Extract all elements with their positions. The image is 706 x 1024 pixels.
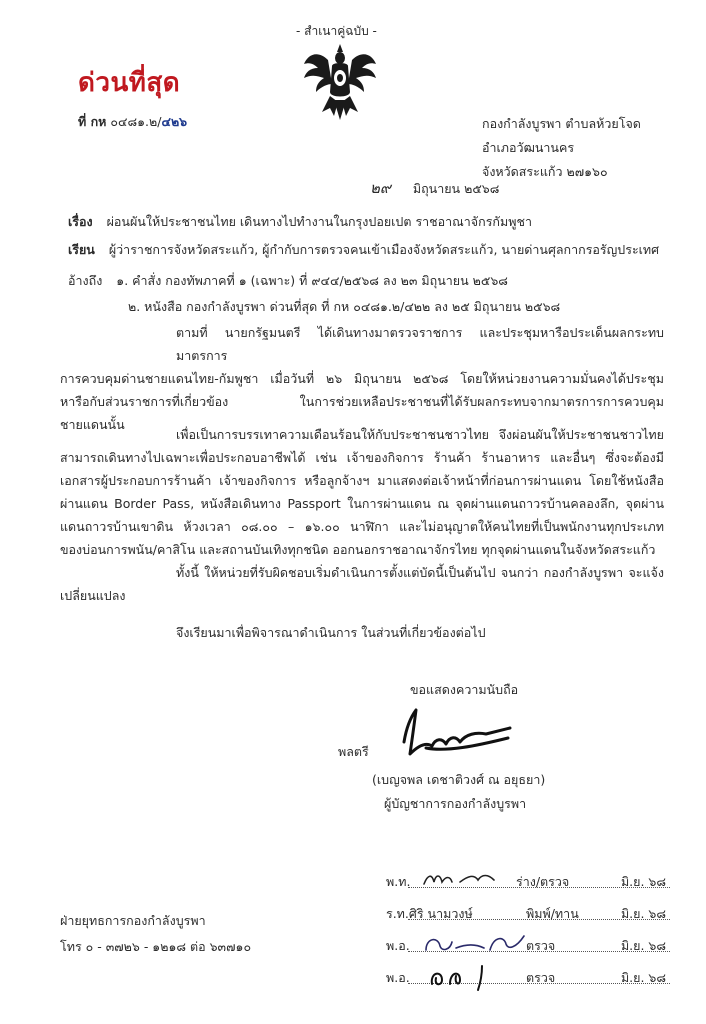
doc-number-label: ที่ กห (78, 114, 107, 129)
document-number (78, 112, 187, 132)
signer-position: ผู้บัญชาการกองกำลังบูรพา (384, 796, 527, 811)
department-phone: โทร ๐ - ๓๗๒๖ - ๑๒๑๘ ต่อ ๖๓๗๑๐ (60, 939, 252, 954)
initial-row (378, 936, 670, 956)
initial-name: ร.ท.ศิริ นามวงษ์ (386, 906, 473, 921)
date-day-handwritten: ๒๙ (370, 179, 391, 197)
sender-district: อำเภอวัฒนานคร (482, 140, 575, 155)
initial-signature-icon (420, 962, 512, 992)
urgency-label: ด่วนที่สุด (78, 68, 181, 98)
signer-name: (เบญจพล เดชาติวงศ์ ณ อยุธยา) (372, 772, 546, 787)
initial-row (378, 904, 670, 924)
to-text: ผู้ว่าราชการจังหวัดสระแก้ว, ผู้กำกับการตรวจคนเข้าเมืองจังหวัดสระแก้ว, นายด่านศุลกากรอรัญประเทศ (108, 242, 660, 257)
initial-row (378, 872, 670, 892)
paragraph-3 (60, 561, 664, 607)
sender-org: กองกำลังบูรพา ตำบลห้วยโจด (482, 116, 641, 131)
initial-role: พิมพ์/ทาน (526, 906, 579, 921)
para3-line: ทั้งนี้ ให้หน่วยที่รับผิดชอบเริ่มดำเนินการตั้งแต่บัดนี้เป็นต้นไป จนกว่า กองกำลังบูรพา จะแจ้ง (176, 565, 664, 580)
paragraph-1 (60, 321, 664, 436)
initial-date: มิ.ย. ๖๘ (620, 874, 666, 889)
sender-province: จังหวัดสระแก้ว ๒๗๑๖๐ (482, 164, 608, 179)
doc-number-handwritten: ๔๒๖ (161, 114, 188, 129)
initial-date: มิ.ย. ๖๘ (620, 970, 666, 985)
paragraph-4: จึงเรียนมาเพื่อพิจารณาดำเนินการ ในส่วนที่เกี่ยวข้องต่อไป (176, 625, 486, 640)
para1-line: หารือกับส่วนราชการที่เกี่ยวข้อง ในการช่วยเหลือประชาชนที่ได้รับผลกระทบจากมาตรการการควบคุม (60, 394, 664, 409)
garuda-emblem-icon (300, 40, 380, 122)
subject-text: ผ่อนผันให้ประชาชนไทย เดินทางไปทำงานในกรุงปอยเปต ราชอาณาจักรกัมพูชา (106, 214, 532, 229)
para1-line: ชายแดนนั้น (60, 417, 125, 432)
paragraph-2 (60, 423, 664, 561)
para3-line: เปลี่ยนแปลง (60, 588, 126, 603)
initial-signature-icon (420, 866, 512, 892)
reference-1: ๑. คำสั่ง กองทัพภาคที่ ๑ (เฉพาะ) ที่ ๙๔๔/๒๕๖๘ ลง ๒๓ มิถุนายน ๒๕๖๘ (116, 273, 508, 288)
para1-line: ตามที่ นายกรัฐมนตรี ได้เดินทางมาตรวจราชการ และประชุมหารือประเด็นผลกระทบมาตรการ (176, 325, 664, 363)
initial-signature-icon (420, 930, 530, 958)
initial-date: มิ.ย. ๖๘ (620, 906, 666, 921)
reference-line-1 (68, 271, 508, 291)
reference-2: ๒. หนังสือ กองกำลังบูรพา ด่วนที่สุด ที่ กห ๐๔๘๑.๒/๔๒๒ ลง ๒๕ มิถุนายน ๒๕๖๘ (128, 299, 561, 314)
initial-role: ร่าง/ตรวจ (516, 874, 570, 889)
para2-line: แดนถาวรบ้านเขาดิน ห้วงเวลา ๐๘.๐๐ – ๑๖.๐๐ นาฬิกา และไม่อนุญาตให้คนไทยที่เป็นพนักงานทุกประเภท (60, 519, 664, 534)
ref-label: อ้างถึง (68, 273, 103, 288)
sender-address (482, 112, 641, 184)
para1-line: การควบคุมด่านชายแดนไทย-กัมพูชา เมื่อวันที่ ๒๖ มิถุนายน ๒๕๖๘ โดยให้หน่วยงานความมั่นคงได้ประชุม (60, 371, 664, 386)
closing: ขอแสดงความนับถือ (410, 682, 519, 697)
subject-line (68, 212, 532, 232)
initial-role: ตรวจ (526, 938, 556, 953)
para2-line: ของบ่อนการพนัน/คาสิโน และสถานบันเทิงทุกชนิด ออกนอกราชอาณาจักรไทย ทุกจุดผ่านแดนในจังหวัดสระแก้ว (60, 542, 656, 557)
initial-row (378, 968, 670, 988)
to-label: เรียน (68, 242, 95, 257)
addressee-line (68, 240, 659, 260)
initial-rank: พ.ท. (386, 874, 411, 889)
commander-signature-icon (396, 702, 516, 764)
document-date (370, 176, 499, 200)
doc-number-main: ๐๔๘๑.๒/ (110, 114, 162, 129)
signer-rank: พลตรี (338, 744, 369, 759)
para2-line: ผ่านแดน Border Pass, หนังสือเดินทาง Passport ในการผ่านแดน ณ จุดผ่านแดนถาวรบ้านคลองลึก, จุดผ่าน (60, 496, 664, 511)
department-name: ฝ่ายยุทธการกองกำลังบูรพา (60, 913, 206, 928)
initial-role: ตรวจ (526, 970, 556, 985)
copy-stamp: - สำเนาคู่ฉบับ - (296, 24, 377, 38)
para2-line: เพื่อเป็นการบรรเทาความเดือนร้อนให้กับประชาชนชาวไทย จึงผ่อนผันให้ประชาชนชาวไทย (176, 427, 664, 442)
initial-rank: พ.อ. (386, 970, 410, 985)
para2-line: เอกสารผู้ประกอบการร้านค้า เจ้าของกิจการ หรือลูกจ้างฯ มาแสดงต่อเจ้าหน้าที่ก่อนการผ่านแดน โดยใช้หนังสือ (60, 473, 664, 488)
date-month-year: มิถุนายน ๒๕๖๘ (412, 181, 500, 196)
subject-label: เรื่อง (68, 214, 93, 229)
initial-date: มิ.ย. ๖๘ (620, 938, 666, 953)
initial-rank: พ.อ. (386, 938, 410, 953)
para2-line: สามารถเดินทางไปเฉพาะเพื่อประกอบอาชีพได้ เช่น เจ้าของกิจการ ร้านค้า ร้านอาหาร และอื่นๆ ซึ่งจะต้องมี (60, 450, 664, 465)
